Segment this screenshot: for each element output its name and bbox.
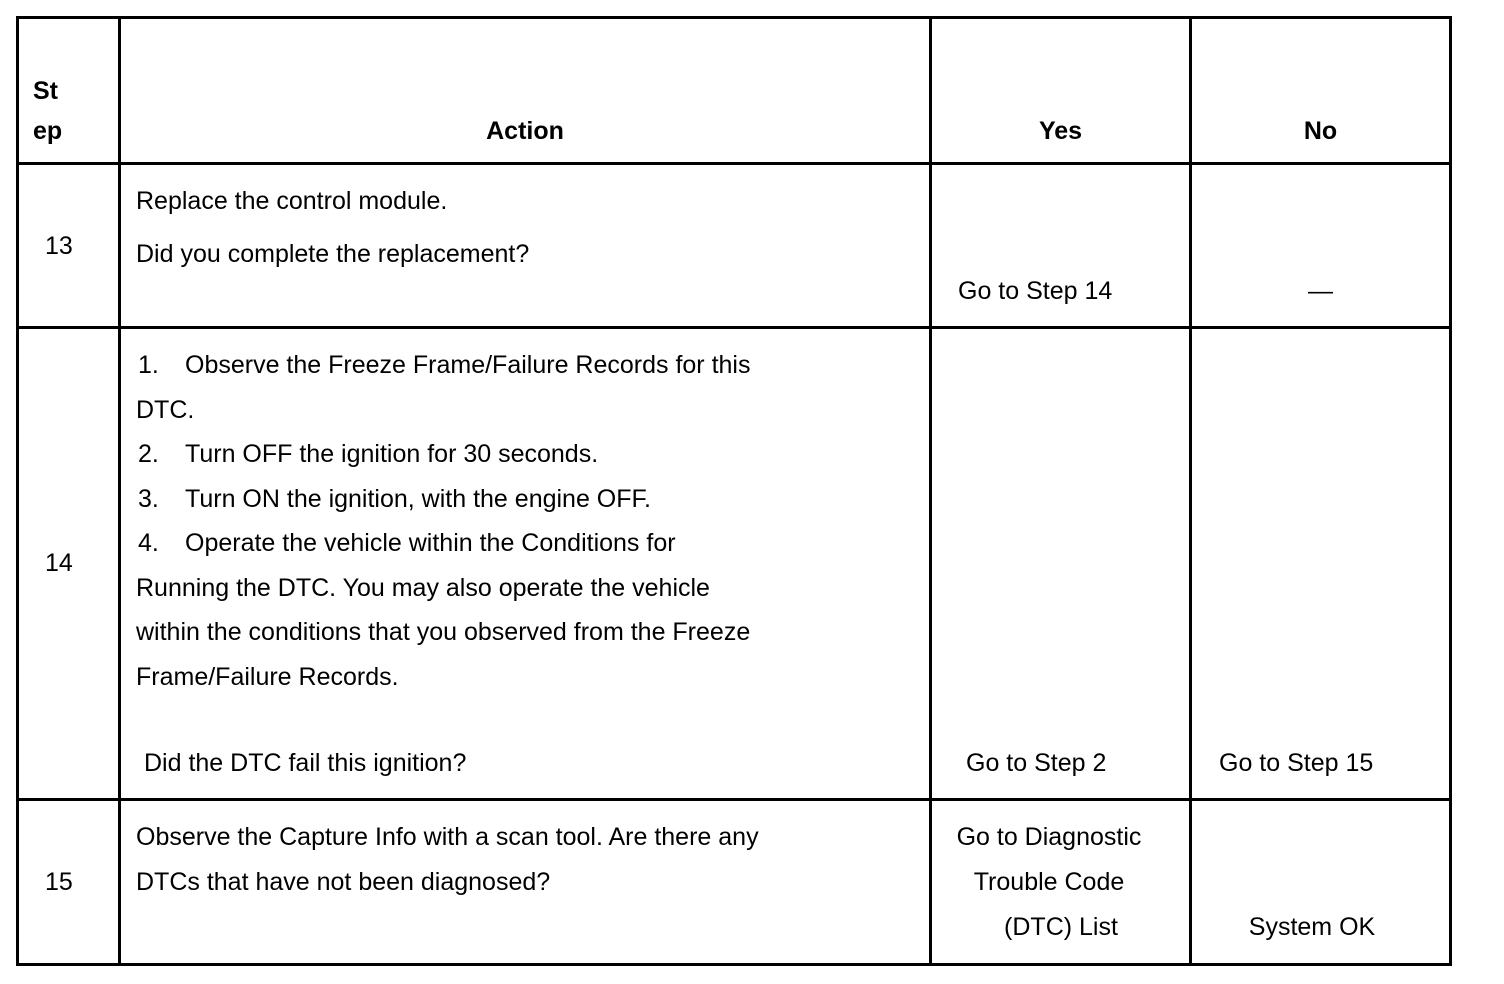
step-number: 13 [45, 232, 73, 260]
list-item-text: Operate the vehicle within the Conditions for [185, 529, 676, 557]
column-divider [1189, 16, 1192, 966]
table-border-right [1449, 16, 1452, 966]
list-item-text: Turn OFF the ignition for 30 seconds. [185, 440, 599, 468]
list-item-text: Turn ON the ignition, with the engine OFF. [185, 485, 651, 513]
list-item-text: Observe the Freeze Frame/Failure Records for this [185, 351, 751, 379]
row-divider [16, 326, 1452, 329]
header-divider [16, 162, 1452, 165]
header-action: Action [486, 117, 564, 145]
row-divider [16, 798, 1452, 801]
yes-result: Trouble Code [973, 868, 1125, 896]
list-item-text: DTC. [136, 396, 195, 424]
header-step-line1: St [33, 77, 58, 105]
action-text: Frame/Failure Records. [136, 663, 399, 691]
yes-result: Go to Step 14 [958, 277, 1113, 305]
no-result: Go to Step 15 [1219, 749, 1374, 777]
action-text: within the conditions that you observed from the Freeze [136, 618, 751, 646]
yes-result: (DTC) List [1004, 913, 1118, 941]
table-border-left [16, 16, 19, 966]
step-number: 15 [45, 868, 73, 896]
action-text: Observe the Capture Info with a scan tool. Are there any [136, 823, 759, 851]
action-text: Did you complete the replacement? [136, 240, 530, 268]
table-border-top [16, 16, 1452, 19]
action-text: Running the DTC. You may also operate the vehicle [136, 574, 710, 602]
column-divider [929, 16, 932, 966]
list-number: 3. [138, 485, 159, 513]
no-result: System OK [1248, 913, 1376, 941]
column-divider [118, 16, 121, 966]
list-number: 1. [138, 351, 159, 379]
header-no: No [1303, 117, 1338, 145]
table-border-bottom [16, 963, 1452, 966]
action-question: Did the DTC fail this ignition? [144, 749, 467, 777]
no-result: — [1308, 277, 1333, 305]
yes-result: Go to Step 2 [966, 749, 1107, 777]
header-yes: Yes [1038, 117, 1083, 145]
action-text: Replace the control module. [136, 187, 448, 215]
action-text: DTCs that have not been diagnosed? [136, 868, 551, 896]
diagnostic-table [16, 16, 1452, 966]
step-number: 14 [45, 549, 73, 577]
header-step-line2: ep [33, 117, 63, 145]
list-number: 2. [138, 440, 159, 468]
list-number: 4. [138, 529, 159, 557]
yes-result: Go to Diagnostic [956, 823, 1142, 851]
